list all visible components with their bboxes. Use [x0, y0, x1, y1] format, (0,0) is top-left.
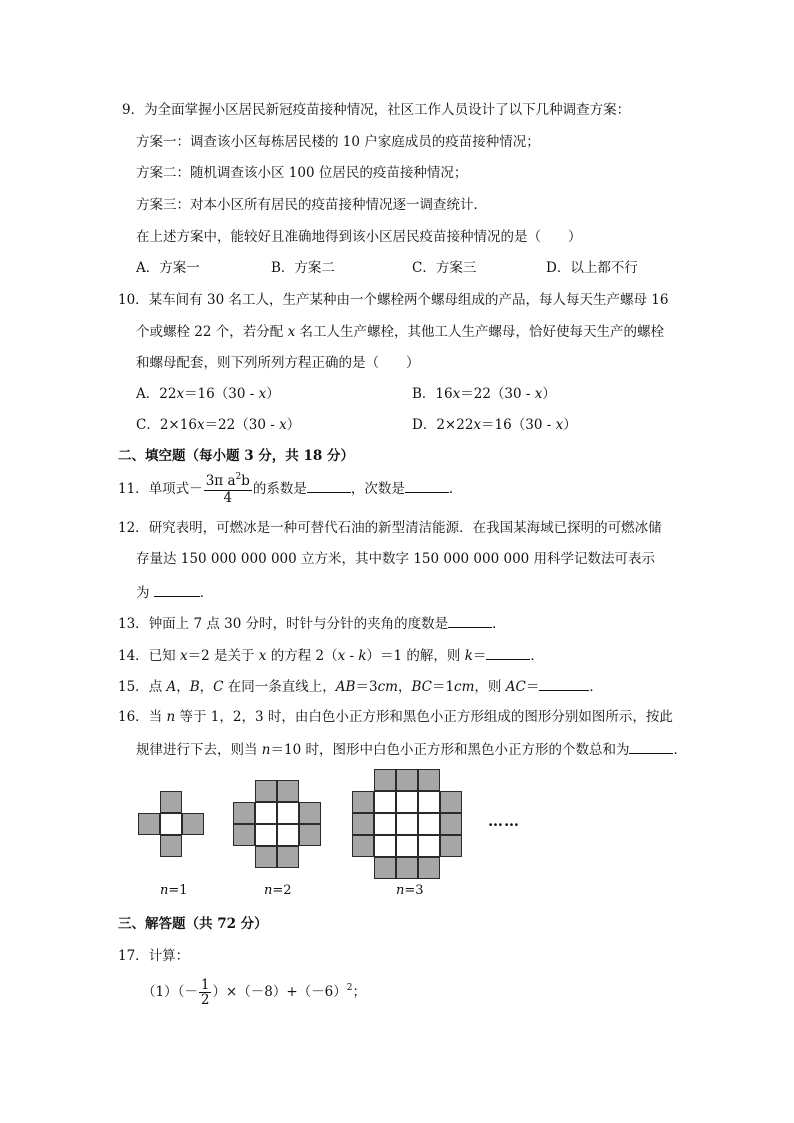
- q9-plan1: 方案一：调查该小区每栋居民楼的 10 户家庭成员的疫苗接种情况；: [136, 134, 540, 150]
- fig2-dark-square: [299, 802, 321, 824]
- q17-p1-sup: 2: [346, 983, 353, 993]
- fig2-dark-square: [299, 824, 321, 846]
- q14-x1: x: [179, 648, 188, 664]
- q12-line1: [118, 518, 662, 538]
- q10-opt-b-rhs: ＝22（30 -: [460, 386, 535, 402]
- fig2-dark-square: [277, 780, 299, 802]
- q13-number: 13．: [118, 616, 149, 632]
- q12-end: ．: [199, 585, 214, 601]
- q17-p1-numerator: 1: [200, 977, 210, 993]
- q13-text: 钟面上 7 点 30 分时，时针与分针的夹角的度数是: [148, 616, 449, 632]
- fig3-dark-square: [418, 769, 440, 791]
- q15-ac: AC: [505, 679, 526, 695]
- q11-end: ．: [448, 481, 463, 497]
- q10-opt-b-coef: 16: [435, 386, 453, 402]
- q10-line2: [136, 322, 664, 342]
- q17-text: 计算：: [148, 948, 190, 964]
- q10-option-c: [136, 415, 300, 435]
- q10-opt-a-x2: x: [258, 386, 267, 402]
- q14-end: ．: [530, 648, 544, 664]
- q14-x2: x: [258, 648, 267, 664]
- q11: [118, 474, 462, 505]
- q13-end: ．: [492, 616, 506, 632]
- q10-opt-a-rhs: ＝16（30 -: [184, 386, 259, 402]
- fig3-dark-square: [374, 769, 396, 791]
- q16-line1: [118, 707, 673, 727]
- q10-opt-c-coef: 2×16: [159, 417, 197, 433]
- q10-option-a: [136, 384, 280, 404]
- q10-opt-b-x1: x: [452, 386, 461, 402]
- fig1-dark-square: [160, 791, 182, 813]
- q15-b: 在同一条直线上，: [223, 679, 336, 695]
- q10-opt-c-rhs: ＝22（30 -: [204, 417, 280, 433]
- q12-line1-text: 研究表明，可燃冰是一种可替代石油的新型清洁能源．在我国某海域已探明的可燃冰储: [148, 520, 662, 536]
- q9-number: 9．: [122, 102, 145, 118]
- q14-d: -: [345, 648, 359, 664]
- fig1-dark-square: [138, 813, 160, 835]
- q12-line3: [136, 581, 213, 603]
- figure-n3: [352, 769, 462, 879]
- fig3-dark-square: [440, 813, 462, 835]
- q14-blank[interactable]: [486, 644, 530, 660]
- q15-sep2: ，: [199, 679, 214, 695]
- q15-f: ，则: [474, 679, 506, 695]
- q14-number: 14．: [118, 648, 149, 664]
- q15: [118, 675, 603, 697]
- q10-line1-text: 某车间有 30 名工人，生产某种由一个螺栓两个螺母组成的产品，每人每天生产螺母 16: [148, 292, 669, 308]
- q16-blank[interactable]: [629, 738, 673, 754]
- q9-option-b: B．方案二: [271, 260, 335, 276]
- figure-n2: [233, 780, 321, 868]
- q11-blank-degree[interactable]: [405, 477, 449, 493]
- fig3-white-square: [374, 791, 396, 813]
- q11-fraction: [204, 474, 252, 505]
- q10-opt-a-x1: x: [176, 386, 185, 402]
- q14-f: ＝: [472, 648, 487, 664]
- q15-cm2: cm: [454, 679, 475, 695]
- fig-label-n1-eq: =1: [168, 883, 188, 898]
- q16-n1: n: [166, 709, 176, 725]
- q17-p1-label: （1）（－: [142, 984, 198, 1000]
- figure-label-n1: [160, 883, 188, 898]
- q10-var-x: x: [287, 324, 296, 340]
- fig-label-n2-eq: =2: [272, 883, 292, 898]
- q14-k2: k: [464, 648, 473, 664]
- q15-c: ＝3: [355, 679, 378, 695]
- q10-opt-d-rhs: ＝16（30 -: [481, 417, 556, 433]
- q9-stem-text: 为全面掌握小区居民新冠疫苗接种情况，社区工作人员设计了以下几种调查方案：: [144, 102, 631, 118]
- q10-line3: 和螺母配套，则下列所列方程正确的是（ ）: [136, 355, 420, 371]
- fig3-dark-square: [396, 857, 418, 879]
- figure-label-n3: [396, 883, 424, 898]
- q17-part1: [142, 976, 366, 1010]
- q15-point-c: C: [213, 679, 224, 695]
- q14: [118, 644, 544, 666]
- fig1-dark-square: [182, 813, 204, 835]
- q10-number: 10．: [118, 292, 149, 308]
- q10-opt-b-x2: x: [534, 386, 543, 402]
- q17: [118, 946, 189, 966]
- q9-option-c: C．方案三: [412, 260, 477, 276]
- q10-opt-b-close: ）: [542, 386, 556, 402]
- q9-plan2: 方案二：随机调查该小区 100 位居民的疫苗接种情况；: [136, 165, 468, 181]
- q16-continuation-dots: ……: [488, 812, 520, 830]
- q10-opt-a-coef: 22: [159, 386, 177, 402]
- q15-point-b: B: [189, 679, 200, 695]
- fig3-white-square: [396, 813, 418, 835]
- q10-opt-d-x1: x: [473, 417, 482, 433]
- fig3-white-square: [374, 813, 396, 835]
- q12-line2: 存量达 150 000 000 000 立方米，其中数字 150 000 000 000 用科学记数法可表示: [136, 551, 656, 567]
- q17-p1-end: ；: [352, 984, 366, 1000]
- figure-label-n2: [264, 883, 292, 898]
- fig3-white-square: [396, 791, 418, 813]
- q10-opt-c-close: ）: [286, 417, 301, 433]
- fig-label-n3-eq: =3: [404, 883, 424, 898]
- fig1-white-square: [160, 813, 182, 835]
- q13-blank[interactable]: [448, 612, 492, 628]
- fig2-dark-square: [255, 780, 277, 802]
- section2-title: 二、填空题（每小题 3 分，共 18 分）: [118, 448, 354, 464]
- q10-opt-d-close: ）: [563, 417, 577, 433]
- q15-end: ．: [589, 679, 603, 695]
- q15-e: ＝1: [431, 679, 455, 695]
- fig-label-n3-var: n: [396, 883, 405, 898]
- q12-line3-text: 为: [136, 585, 154, 601]
- q15-blank[interactable]: [539, 675, 589, 691]
- fig3-dark-square: [352, 791, 374, 813]
- q14-e: ）＝1 的解，则: [366, 648, 465, 664]
- fig3-white-square: [418, 791, 440, 813]
- fig-label-n2-var: n: [264, 883, 273, 898]
- q14-x3: x: [337, 648, 346, 664]
- fig3-dark-square: [396, 769, 418, 791]
- fig-label-n1-var: n: [160, 883, 169, 898]
- fig3-dark-square: [418, 857, 440, 879]
- q11-frac-numerator: [204, 474, 252, 491]
- q16-c: 规律进行下去，则当: [136, 742, 262, 758]
- fig3-dark-square: [374, 857, 396, 879]
- fig3-white-square: [418, 813, 440, 835]
- q11-frac-denominator: 4: [223, 490, 233, 506]
- q11-mid2: ，次数是: [350, 481, 405, 497]
- q10-opt-d-x2: x: [555, 417, 564, 433]
- fig2-dark-square: [277, 846, 299, 868]
- fig2-dark-square: [233, 824, 255, 846]
- fig2-dark-square: [233, 802, 255, 824]
- fig3-dark-square: [440, 835, 462, 857]
- q15-d: ，: [397, 679, 412, 695]
- fig2-white-square: [255, 802, 277, 824]
- q10-opt-c-label: C．: [136, 417, 160, 433]
- q9-ask: 在上述方案中，能较好且准确地得到该小区居民疫苗接种情况的是（ ）: [136, 229, 582, 245]
- q11-prefix: 单项式－: [148, 481, 203, 497]
- fig2-white-square: [255, 824, 277, 846]
- q15-g: ＝: [525, 679, 540, 695]
- q10-opt-a-close: ）: [266, 386, 280, 402]
- q16-d: ＝10 时，图形中白色小正方形和黑色小正方形的个数总和为: [270, 742, 630, 758]
- q11-num-sup: 2: [235, 472, 242, 482]
- q11-num-a: 3π a: [205, 473, 236, 489]
- q10-opt-a-label: A．: [136, 386, 160, 402]
- q16-number: 16．: [118, 709, 149, 725]
- q15-a: 点: [148, 679, 167, 695]
- q17-p1-fraction: [199, 978, 212, 1007]
- fig2-white-square: [277, 802, 299, 824]
- q11-blank-coefficient[interactable]: [307, 477, 351, 493]
- q15-point-a: A: [166, 679, 177, 695]
- q16-b: 等于 1，2，3 时，由白色小正方形和黑色小正方形组成的图形分别如图所示，按此: [175, 709, 673, 725]
- fig3-white-square: [374, 835, 396, 857]
- q10-line1: [118, 290, 668, 310]
- q9-stem: [122, 100, 630, 120]
- q16-end: ．: [673, 742, 687, 758]
- q17-p1-denominator: 2: [200, 992, 210, 1008]
- q10-line2a: 个或螺栓 22 个，若分配: [136, 324, 288, 340]
- q11-mid: 的系数是: [252, 481, 307, 497]
- fig3-dark-square: [440, 791, 462, 813]
- q10-option-b: [412, 384, 556, 404]
- q10-opt-d-label: D．: [412, 417, 437, 433]
- q15-ab: AB: [335, 679, 356, 695]
- q15-bc: BC: [411, 679, 432, 695]
- figure-n1: [138, 791, 204, 857]
- q10-opt-d-coef: 2×22: [436, 417, 474, 433]
- q12-number: 12．: [118, 520, 149, 536]
- q14-b: ＝2 是关于: [187, 648, 259, 664]
- q15-cm1: cm: [377, 679, 398, 695]
- q14-a: 已知: [148, 648, 180, 664]
- q10-opt-c-x1: x: [196, 417, 205, 433]
- q15-number: 15．: [118, 679, 149, 695]
- fig3-dark-square: [352, 835, 374, 857]
- q12-blank[interactable]: [154, 581, 200, 597]
- fig3-white-square: [396, 835, 418, 857]
- q17-number: 17．: [118, 948, 149, 964]
- q17-p1-rest: ）×（－8）+（－6）: [212, 984, 347, 1000]
- q15-sep1: ，: [176, 679, 190, 695]
- q14-c: 的方程 2（: [266, 648, 338, 664]
- q16-line2: [136, 738, 687, 760]
- q10-line2b: 名工人生产螺栓，其他工人生产螺母，恰好使每天生产的螺栓: [295, 324, 664, 340]
- q13: [118, 612, 506, 634]
- fig2-white-square: [277, 824, 299, 846]
- q10-opt-c-x2: x: [279, 417, 287, 433]
- q9-option-d: D．以上都不行: [546, 260, 638, 276]
- fig3-dark-square: [352, 813, 374, 835]
- section3-title: 三、解答题（共 72 分）: [118, 916, 268, 932]
- q14-k1: k: [358, 648, 367, 664]
- q16-n2: n: [261, 742, 271, 758]
- q16-a: 当: [148, 709, 167, 725]
- q11-num-b: b: [241, 473, 250, 489]
- fig2-dark-square: [255, 846, 277, 868]
- fig3-white-square: [418, 835, 440, 857]
- q10-opt-b-label: B．: [412, 386, 436, 402]
- fig1-dark-square: [160, 835, 182, 857]
- q9-option-a: A．方案一: [136, 260, 200, 276]
- q9-plan3: 方案三：对本小区所有居民的疫苗接种情况逐一调查统计．: [136, 197, 487, 213]
- q10-option-d: [412, 415, 577, 435]
- q11-number: 11．: [118, 481, 149, 497]
